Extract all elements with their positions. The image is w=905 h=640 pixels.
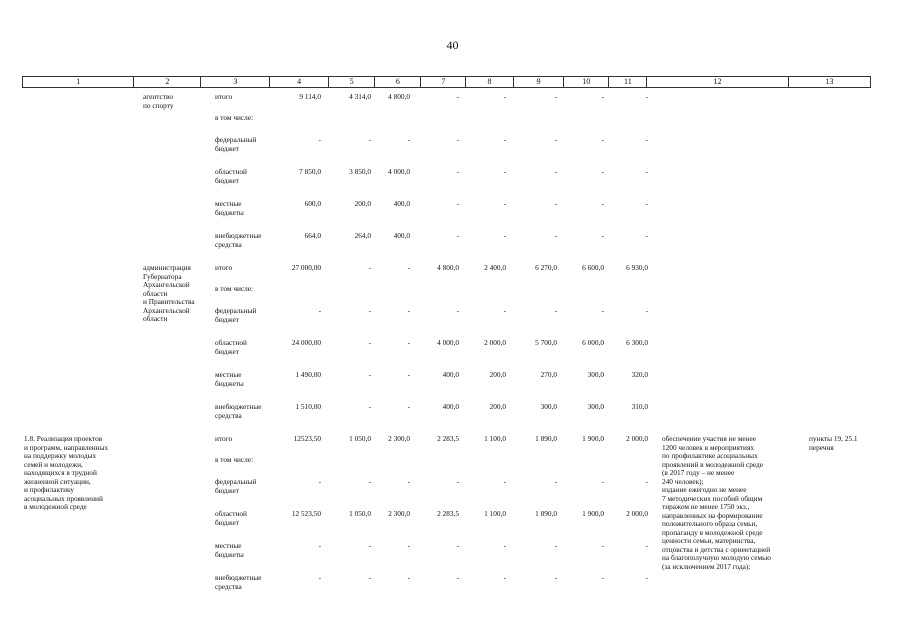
table-cell-value: -	[554, 306, 557, 315]
table-cell-value: 320,0	[631, 370, 648, 379]
table-cell-value: -	[318, 135, 321, 144]
table-cell-value: -	[456, 92, 459, 101]
table-cell-value: -	[407, 338, 410, 347]
table-cell-value: 2 300,0	[388, 434, 410, 443]
table-cell-value: 200,0	[489, 402, 506, 411]
header-col-7: 7	[421, 77, 465, 87]
header-col-12: 12	[647, 77, 789, 87]
header-col-13: 13	[789, 77, 871, 87]
table-cell-value: -	[456, 477, 459, 486]
table-cell-value: -	[503, 135, 506, 144]
table-cell-value: 400,0	[393, 199, 410, 208]
table-cell-value: -	[318, 306, 321, 315]
table-cell-value: 310,0	[631, 402, 648, 411]
table-cell-value: -	[368, 306, 371, 315]
table-cell-value: 27 000,00	[291, 263, 321, 272]
funding-source-label: местные бюджеты	[215, 370, 244, 388]
table-cell-value: -	[503, 167, 506, 176]
table-cell-value: -	[456, 541, 459, 550]
table-cell-value: -	[368, 477, 371, 486]
header-col-1: 1	[23, 77, 134, 87]
table-cell-value: -	[554, 477, 557, 486]
table-cell-value: 4 000,0	[437, 338, 459, 347]
funding-source-label: итого	[215, 92, 233, 101]
table-cell-value: -	[645, 306, 648, 315]
table-cell-value: 300,0	[540, 402, 557, 411]
table-cell-value: 4 314,0	[349, 92, 371, 101]
table-cell-value: -	[368, 263, 371, 272]
table-cell-value: 400,0	[393, 231, 410, 240]
table-cell-value: -	[554, 231, 557, 240]
table-cell-value: -	[554, 573, 557, 582]
table-cell-value: -	[318, 477, 321, 486]
funding-source-label: в том числе:	[215, 284, 254, 293]
table-cell-value: 1 900,0	[582, 434, 604, 443]
page-number: 40	[446, 38, 459, 52]
header-col-10: 10	[564, 77, 609, 87]
table-cell-value: -	[407, 135, 410, 144]
table-cell-value: 2 400,0	[484, 263, 506, 272]
header-col-3: 3	[201, 77, 270, 87]
table-cell-value: -	[645, 199, 648, 208]
table-cell-value: -	[368, 541, 371, 550]
table-cell-value: 400,0	[442, 402, 459, 411]
table-cell-value: 5 700,0	[535, 338, 557, 347]
table-cell-value: -	[503, 199, 506, 208]
table-cell-value: 6 930,0	[626, 263, 648, 272]
table-cell-value: -	[601, 541, 604, 550]
table-cell-value: -	[554, 199, 557, 208]
table-cell-value: -	[456, 135, 459, 144]
table-cell-value: 2 283,5	[437, 434, 459, 443]
table-cell-value: -	[554, 135, 557, 144]
table-cell-value: 1 490,00	[295, 370, 321, 379]
table-cell-value: 12523,50	[293, 434, 321, 443]
table-cell-value: 600,0	[304, 199, 321, 208]
table-cell-value: -	[503, 306, 506, 315]
table-cell-value: 1 900,0	[582, 509, 604, 518]
table-cell-value: -	[645, 135, 648, 144]
expected-results: обеспечение участия не менее 1200 человек в мероприятиях по профилактике асоциальных проявлений в молодежной среде (в 2017 году – не менее 240 человек); издание ежегодно не менее 7 методических пособий общим тиражом не менее 1750 экз., направленных на формирование положительного образа семьи, пропаганду в молодежной среде ценности семьи, материнства, отцовства и детства с ориентацией на благополучную молодую семью (за исключением 2017 года);	[662, 434, 771, 571]
table-cell-value: 4 800,0	[388, 92, 410, 101]
table-cell-value: 6 270,0	[535, 263, 557, 272]
funding-source-label: в том числе:	[215, 455, 254, 464]
funding-source-label: внебюджетные средства	[215, 231, 262, 249]
section-description: 1.8. Реализация проектов и программ, направленных на поддержку молодых семей и молодежи, находящихся в трудной жизненной ситуации, и профилактику асоциальных проявлений в молодежной среде	[24, 434, 109, 511]
table-cell-value: 1 510,00	[295, 402, 321, 411]
header-col-4: 4	[270, 77, 329, 87]
table-cell-value: 9 114,0	[299, 92, 321, 101]
table-cell-value: -	[456, 167, 459, 176]
table-cell-value: 264,0	[354, 231, 371, 240]
table-cell-value: 1 100,0	[484, 434, 506, 443]
table-cell-value: -	[456, 231, 459, 240]
table-cell-value: -	[554, 541, 557, 550]
table-cell-value: 200,0	[354, 199, 371, 208]
table-cell-value: 24 000,00	[291, 338, 321, 347]
table-cell-value: -	[456, 573, 459, 582]
funding-source-label: внебюджетные средства	[215, 573, 262, 591]
table-cell-value: 300,0	[587, 402, 604, 411]
table-cell-value: 4 000,0	[388, 167, 410, 176]
table-cell-value: -	[407, 370, 410, 379]
table-cell-value: 1 890,0	[535, 434, 557, 443]
table-cell-value: -	[645, 573, 648, 582]
table-cell-value: 200,0	[489, 370, 506, 379]
funding-source-label: внебюджетные средства	[215, 402, 262, 420]
table-cell-value: 2 283,5	[437, 509, 459, 518]
table-cell-value: -	[601, 477, 604, 486]
table-cell-value: -	[407, 263, 410, 272]
funding-source-label: местные бюджеты	[215, 199, 244, 217]
table-cell-value: -	[407, 306, 410, 315]
table-cell-value: 300,0	[587, 370, 604, 379]
header-col-5: 5	[329, 77, 375, 87]
table-cell-value: -	[318, 573, 321, 582]
table-cell-value: -	[407, 402, 410, 411]
table-cell-value: 1 050,0	[349, 509, 371, 518]
funding-source-label: федеральный бюджет	[215, 477, 257, 495]
table-cell-value: 270,0	[540, 370, 557, 379]
table-cell-value: 6 000,0	[582, 338, 604, 347]
funding-source-label: в том числе:	[215, 113, 254, 122]
funding-source-label: федеральный бюджет	[215, 135, 257, 153]
table-cell-value: -	[368, 402, 371, 411]
funding-source-label: областной бюджет	[215, 509, 247, 527]
list-reference: пункты 19, 25.1 перечня	[809, 434, 858, 452]
table-cell-value: -	[601, 135, 604, 144]
table-cell-value: 1 100,0	[484, 509, 506, 518]
table-cell-value: -	[368, 135, 371, 144]
table-cell-value: -	[407, 477, 410, 486]
table-cell-value: -	[601, 231, 604, 240]
table-cell-value: -	[318, 541, 321, 550]
table-cell-value: -	[368, 338, 371, 347]
table-cell-value: -	[601, 92, 604, 101]
table-cell-value: 7 850,0	[299, 167, 321, 176]
table-cell-value: -	[645, 92, 648, 101]
table-cell-value: -	[407, 573, 410, 582]
table-cell-value: -	[645, 231, 648, 240]
table-cell-value: 1 050,0	[349, 434, 371, 443]
table-cell-value: -	[456, 199, 459, 208]
header-col-9: 9	[514, 77, 564, 87]
executor-name: агентство по спорту	[143, 92, 174, 110]
table-cell-value: -	[407, 541, 410, 550]
table-header	[22, 76, 871, 88]
header-col-8: 8	[466, 77, 514, 87]
table-cell-value: -	[645, 167, 648, 176]
table-cell-value: -	[645, 477, 648, 486]
table-cell-value: -	[503, 477, 506, 486]
header-col-2: 2	[134, 77, 201, 87]
funding-source-label: федеральный бюджет	[215, 306, 257, 324]
table-cell-value: -	[601, 306, 604, 315]
table-cell-value: -	[503, 573, 506, 582]
header-col-11: 11	[609, 77, 647, 87]
funding-source-label: областной бюджет	[215, 338, 247, 356]
table-cell-value: -	[554, 92, 557, 101]
table-cell-value: -	[601, 167, 604, 176]
table-cell-value: -	[503, 541, 506, 550]
table-cell-value: -	[456, 306, 459, 315]
table-cell-value: 400,0	[442, 370, 459, 379]
table-cell-value: 2 000,0	[626, 434, 648, 443]
table-cell-value: 1 890,0	[535, 509, 557, 518]
table-cell-value: -	[368, 370, 371, 379]
table-cell-value: -	[368, 573, 371, 582]
table-cell-value: 2 000,0	[484, 338, 506, 347]
table-cell-value: -	[645, 541, 648, 550]
table-cell-value: 6 600,0	[582, 263, 604, 272]
table-cell-value: -	[503, 92, 506, 101]
table-cell-value: -	[601, 573, 604, 582]
table-cell-value: -	[503, 231, 506, 240]
funding-source-label: итого	[215, 434, 233, 443]
table-cell-value: 4 800,0	[437, 263, 459, 272]
table-cell-value: 2 300,0	[388, 509, 410, 518]
table-cell-value: 3 850,0	[349, 167, 371, 176]
table-cell-value: 6 300,0	[626, 338, 648, 347]
executor-name: администрация Губернатора Архангельской области и Правительства Архангельской области	[143, 263, 195, 323]
table-cell-value: -	[601, 199, 604, 208]
header-col-6: 6	[375, 77, 421, 87]
funding-source-label: местные бюджеты	[215, 541, 244, 559]
table-cell-value: 2 000,0	[626, 509, 648, 518]
table-cell-value: -	[554, 167, 557, 176]
table-cell-value: 12 523,50	[291, 509, 321, 518]
funding-source-label: областной бюджет	[215, 167, 247, 185]
table-cell-value: 664,0	[304, 231, 321, 240]
funding-source-label: итого	[215, 263, 233, 272]
